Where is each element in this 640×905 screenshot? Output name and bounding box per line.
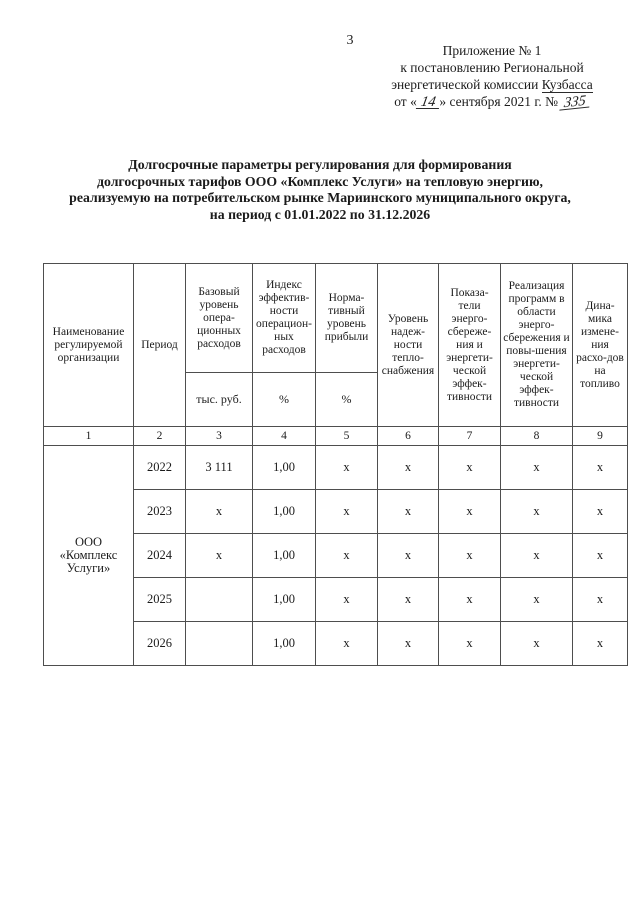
column-number-9: 9 [573,427,628,446]
value-cell: x [573,490,628,534]
appendix-block [368,42,616,110]
column-number-4: 4 [253,427,316,446]
value-cell: x [316,490,378,534]
period-cell: 2024 [134,534,186,578]
value-cell: 3 111 [186,446,253,490]
value-cell: x [378,446,439,490]
period-cell: 2025 [134,578,186,622]
page-number: 3 [346,33,354,48]
value-cell [186,578,253,622]
column-number-6: 6 [378,427,439,446]
appendix-date-line [368,93,616,110]
appendix-line-3-text: энергетической комиссии [391,77,542,92]
column-number-3: 3 [186,427,253,446]
unit-cell-opex: тыс. руб. [186,373,253,427]
header-org-name: Наименование регулируемой организации [44,264,134,427]
value-cell: 1,00 [253,446,316,490]
value-cell: 1,00 [253,534,316,578]
header-efficiency-index: Индекс эффектив-ности операцион-ных расходов [253,264,316,373]
header-profit-level: Норма-тивный уровень прибыли [316,264,378,373]
document-title [0,157,640,223]
column-number-7: 7 [439,427,501,446]
appendix-line-1: Приложение № 1 [442,43,542,58]
value-cell: x [378,578,439,622]
period-cell: 2026 [134,622,186,666]
value-cell: x [573,446,628,490]
header-base-opex: Базовый уровень опера-ционных расходов [186,264,253,373]
date-middle: » сентября 2021 г. № [439,94,558,109]
title-line-3: реализуемую на потребительском рынке Мариинского муниципального округа, [69,190,571,205]
header-energy-saving-indicators: Показа-тели энерго-сбереже-ния и энергети-ческой эффек-тивности [439,264,501,427]
date-prefix: от « [394,94,417,109]
handwritten-doc-number: 335 [559,94,590,110]
value-cell: x [501,446,573,490]
value-cell: x [439,490,501,534]
value-cell: x [378,622,439,666]
appendix-line-2: к постановлению Региональной [400,60,584,75]
value-cell: x [573,534,628,578]
value-cell: x [501,534,573,578]
value-cell: x [573,578,628,622]
value-cell: x [186,490,253,534]
org-name-cell: ООО «Комплекс Услуги» [44,446,134,666]
value-cell: x [316,622,378,666]
value-cell: x [439,446,501,490]
regulation-parameters-table [43,263,628,666]
value-cell: 1,00 [253,622,316,666]
column-number-2: 2 [134,427,186,446]
value-cell: x [439,578,501,622]
appendix-line-3 [368,76,616,93]
value-cell: x [316,446,378,490]
value-cell: x [439,622,501,666]
title-line-1: Долгосрочные параметры регулирования для формирования [128,157,512,172]
value-cell: x [316,578,378,622]
header-period: Период [134,264,186,427]
value-cell: x [378,490,439,534]
value-cell: x [501,578,573,622]
value-cell [186,622,253,666]
value-cell: x [573,622,628,666]
value-cell: x [501,490,573,534]
value-cell: x [316,534,378,578]
value-cell: 1,00 [253,578,316,622]
table-row-2022 [44,446,628,490]
value-cell: x [501,622,573,666]
header-program-implementation: Реализация программ в области энерго-сбережения и повы-шения энергети-ческой эффек-тивности [501,264,573,427]
value-cell: x [439,534,501,578]
unit-cell-profit: % [316,373,378,427]
column-number-1: 1 [44,427,134,446]
value-cell: x [378,534,439,578]
header-heat-supply-reliability: Уровень надеж-ности тепло-снабжения [378,264,439,427]
period-cell: 2022 [134,446,186,490]
unit-cell-efficiency: % [253,373,316,427]
column-number-5: 5 [316,427,378,446]
period-cell: 2023 [134,490,186,534]
header-fuel-cost-dynamics: Дина-мика измене-ния расхо-дов на топливо [573,264,628,427]
value-cell: 1,00 [253,490,316,534]
column-number-8: 8 [501,427,573,446]
title-line-4: на период с 01.01.2022 по 31.12.2026 [209,206,431,222]
handwritten-day: 14 [416,96,441,109]
value-cell: x [186,534,253,578]
appendix-line-3-underlined: Кузбасса [541,77,593,92]
title-line-2: долгосрочных тарифов ООО «Комплекс Услуги» на тепловую энергию, [97,173,543,189]
